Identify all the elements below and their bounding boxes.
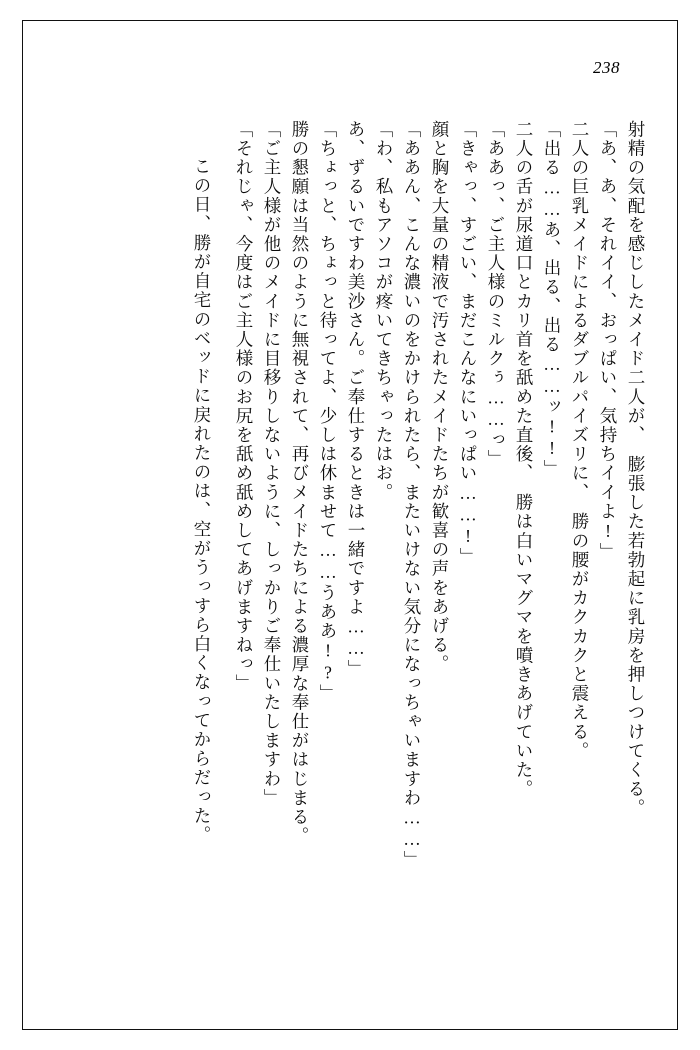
text-line: 射精の気配を感じしたメイド二人が、 膨張した若勃起に乳房を押しつけてくる。 [626,120,646,818]
text-line: 顔と胸を大量の精液で汚されたメイドたちが歓喜の声をあげる。 [430,120,450,674]
text-line: 二人の巨乳メイドによるダブルパイズリに、 勝の腰がカクカクと震える。 [570,120,590,761]
page-number: 238 [593,58,620,77]
text-line: 「ご主人様が他のメイドに目移りしないように、しっかりご奉仕いたしますわ」 [262,120,282,808]
vertical-text-body [48,120,644,950]
text-line: 「きゃっ、すごい、まだこんなにいっぱい……!」 [458,120,478,567]
text-line: 「出る……あ、出る、出る……ッ!!」 [542,120,562,479]
text-line: この日、勝が自宅のベッドに戻れたのは、空がうっすら白くなってからだった。 [192,138,212,845]
text-line: あ、ずるいですわ美沙さん。ご奉仕するときは一緒ですよ……」 [346,120,366,679]
text-line: 「それじゃ、今度はご主人様のお尻を舐め舐めしてあげますねっ」 [234,120,254,693]
text-line: 勝の懇願は当然のように無視されて、再びメイドたちによる濃厚な奉仕がはじまる。 [290,120,310,846]
text-line: 二人の舌が尿道口とカリ首を舐めた直後、 勝は白いマグマを噴きあげていた。 [514,120,534,799]
text-line: 「ちょっと、ちょっと待ってよ、少しは休ませて……うああ!?」 [318,120,338,703]
text-line: 「わ、私もアソコが疼いてきちゃったはお。 [374,120,394,502]
text-line: 「ああっ、ご主人様のミルクぅ……っ」 [486,120,506,469]
text-line: 「あ、あ、それイイ、おっぱい、気持ちイイよ!」 [598,120,618,562]
text-line: 「ああん、こんな濃いのをかけられたら、またいけない気分になっちゃいますわ……」 [402,120,422,870]
